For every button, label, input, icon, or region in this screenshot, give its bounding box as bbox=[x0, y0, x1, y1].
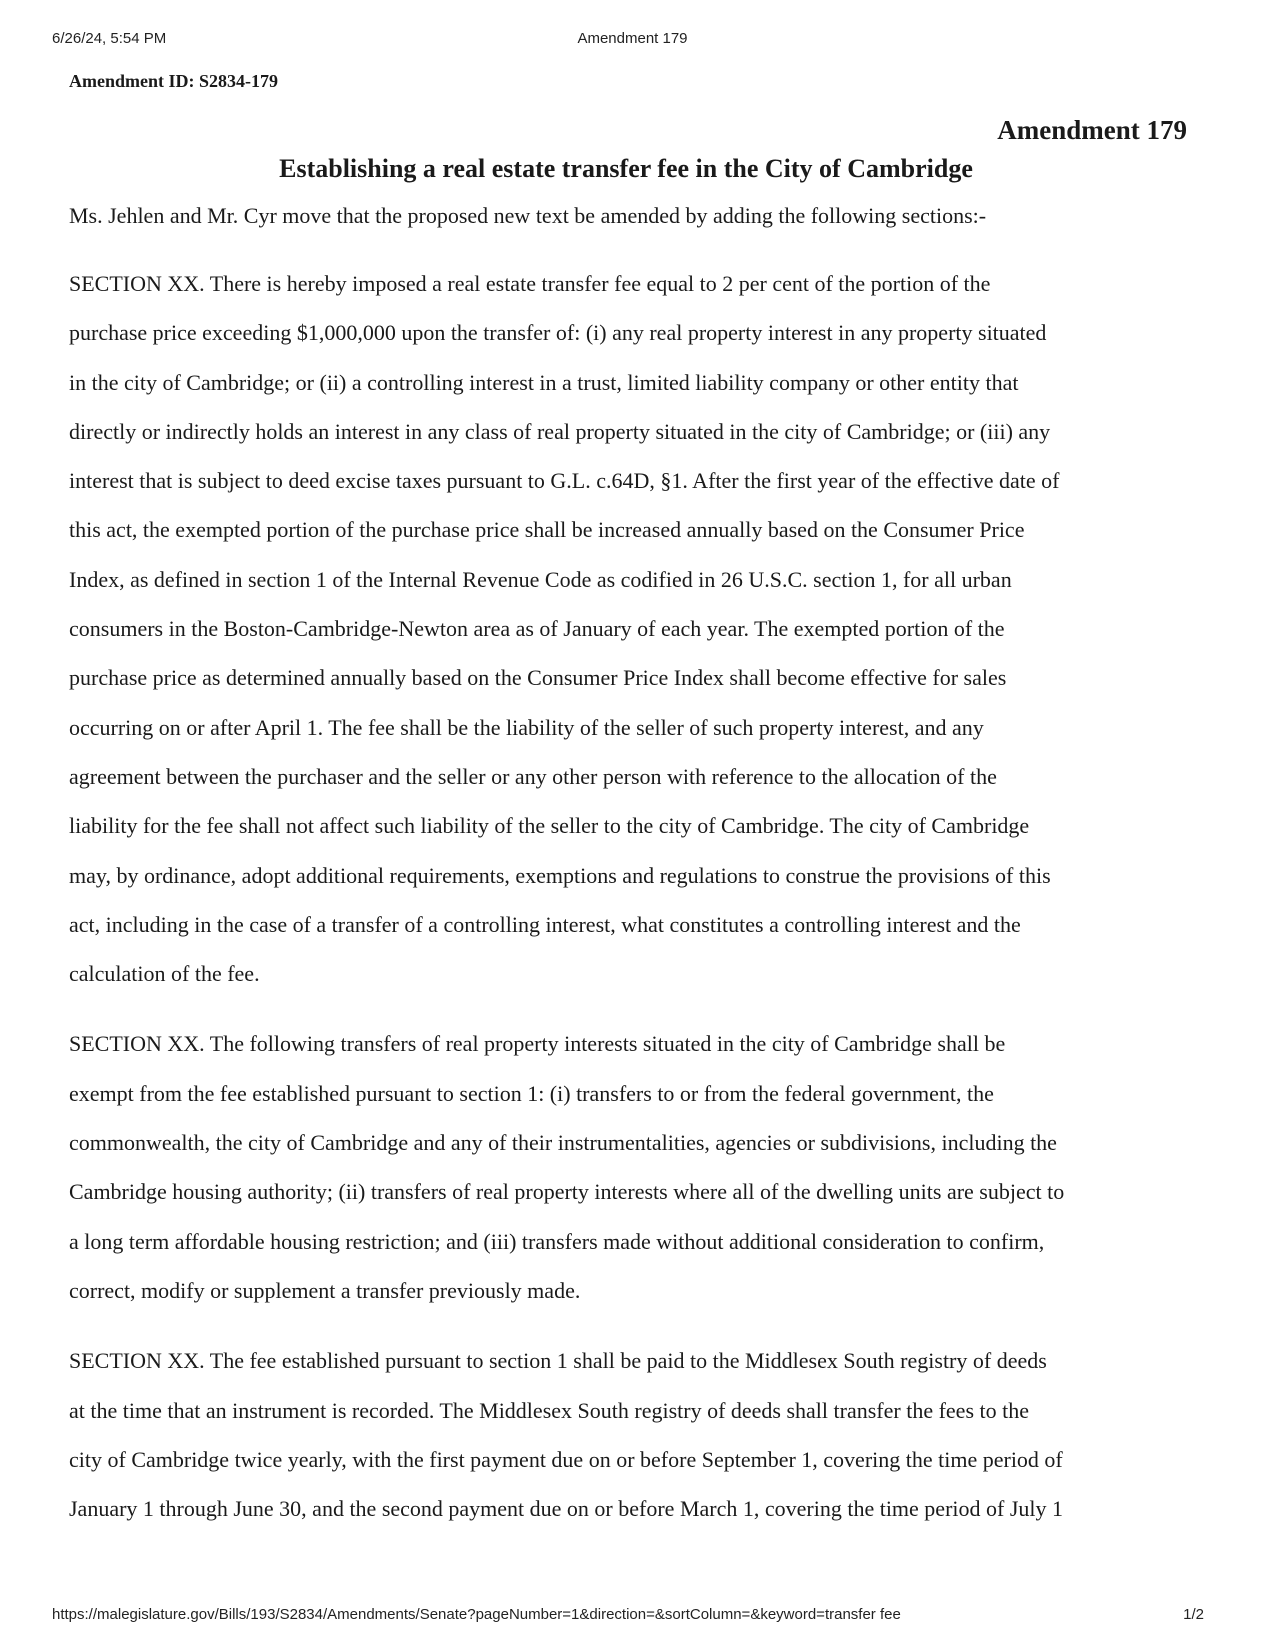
section-line: directly or indirectly holds an interest in any class of real property situated in the city of Cambridge; or (iii) any bbox=[69, 418, 1051, 444]
print-header bbox=[0, 30, 1265, 50]
section-line: this act, the exempted portion of the purchase price shall be increased annually based on the Consumer Price bbox=[69, 517, 1025, 543]
section-line: at the time that an instrument is recorded. The Middlesex South registry of deeds shall transfer the fees to the bbox=[69, 1397, 1029, 1423]
section-line: correct, modify or supplement a transfer previously made. bbox=[69, 1277, 581, 1303]
print-page-count: 1/2 bbox=[1183, 1606, 1204, 1623]
section-line: city of Cambridge twice yearly, with the first payment due on or before September 1, covering the time period of bbox=[69, 1446, 1063, 1472]
amendment-document bbox=[69, 70, 1197, 1533]
section-line: act, including in the case of a transfer of a controlling interest, what constitutes a controlling interest and the bbox=[69, 911, 1021, 937]
section-line: commonwealth, the city of Cambridge and any of their instrumentalities, agencies or subdivisions, including the bbox=[69, 1130, 1057, 1156]
amendment-title: Establishing a real estate transfer fee in the City of Cambridge bbox=[279, 154, 973, 183]
section-line: liability for the fee shall not affect such liability of the seller to the city of Cambridge. The city of Cambridge bbox=[69, 813, 1030, 839]
section-line: Cambridge housing authority; (ii) transfers of real property interests where all of the dwelling units are subject to bbox=[69, 1179, 1065, 1205]
section-line: SECTION XX. The fee established pursuant to section 1 shall be paid to the Middlesex South registry of deeds bbox=[69, 1348, 1047, 1374]
section-line: purchase price as determined annually based on the Consumer Price Index shall become effective for sales bbox=[69, 665, 1007, 691]
print-footer bbox=[0, 1606, 1265, 1626]
amendment-id: Amendment ID: S2834-179 bbox=[69, 71, 278, 91]
section-line: January 1 through June 30, and the second payment due on or before March 1, covering the time period of July 1 bbox=[69, 1496, 1064, 1522]
print-datetime: 6/26/24, 5:54 PM bbox=[52, 30, 167, 47]
amendment-number: Amendment 179 bbox=[997, 115, 1187, 145]
section-line: consumers in the Boston-Cambridge-Newton area as of January of each year. The exempted portion of the bbox=[69, 616, 1005, 642]
section-line: SECTION XX. There is hereby imposed a real estate transfer fee equal to 2 per cent of the portion of the bbox=[69, 271, 991, 296]
print-url: https://malegislature.gov/Bills/193/S2834/Amendments/Senate?pageNumber=1&direction=&sortColumn=&keyword=transfer fee bbox=[52, 1606, 901, 1623]
section-line: exempt from the fee established pursuant to section 1: (i) transfers to or from the federal government, the bbox=[69, 1080, 994, 1106]
section-line: interest that is subject to deed excise taxes pursuant to G.L. c.64D, §1. After the first year of the effective date of bbox=[69, 468, 1060, 494]
section-payment bbox=[69, 1336, 1197, 1533]
section-line: may, by ordinance, adopt additional requirements, exemptions and regulations to construe the provisions of this bbox=[69, 862, 1051, 888]
section-line: purchase price exceeding $1,000,000 upon the transfer of: (i) any real property interest in any property situated bbox=[69, 320, 1047, 346]
section-line: SECTION XX. The following transfers of real property interests situated in the city of Cambridge shall be bbox=[69, 1031, 1006, 1057]
print-page-title: Amendment 179 bbox=[577, 30, 688, 47]
section-line: a long term affordable housing restriction; and (iii) transfers made without additional consideration to confirm, bbox=[69, 1228, 1045, 1254]
section-line: Index, as defined in section 1 of the Internal Revenue Code as codified in 26 U.S.C. section 1, for all urban bbox=[69, 566, 1012, 592]
section-line: agreement between the purchaser and the seller or any other person with reference to the allocation of the bbox=[69, 763, 997, 789]
section-line: occurring on or after April 1. The fee shall be the liability of the seller of such property interest, and any bbox=[69, 714, 984, 740]
section-exemptions bbox=[69, 1019, 1197, 1315]
section-line: calculation of the fee. bbox=[69, 961, 260, 987]
section-line: in the city of Cambridge; or (ii) a controlling interest in a trust, limited liability company or other entity that bbox=[69, 369, 1019, 395]
amendment-intro: Ms. Jehlen and Mr. Cyr move that the proposed new text be amended by adding the following sections:- bbox=[69, 203, 987, 228]
section-transfer-fee bbox=[69, 259, 1197, 998]
